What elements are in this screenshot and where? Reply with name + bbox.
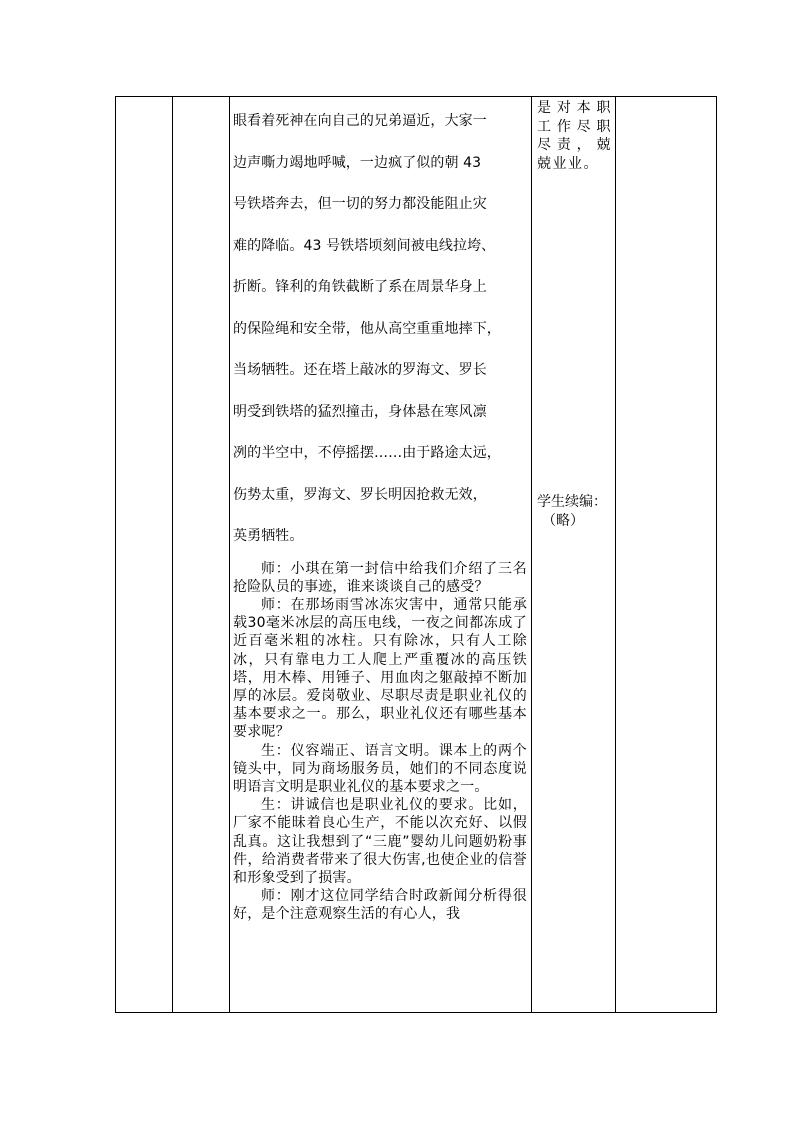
story-line: 的保险绳和安全带，他从高空重重地摔下， (233, 320, 501, 337)
story-line: 边声嘶力竭地呼喊，一边疯了似的朝 43 (233, 154, 482, 171)
dialogue-paragraph: 师：小琪在第一封信中给我们介绍了三名抢险队员的事迹，谁来谈谈自己的感受？ (233, 560, 527, 595)
column-divider-1 (172, 97, 173, 1012)
student-continuation-label: 学生续编： (537, 494, 607, 510)
teaching-content-column (233, 101, 527, 924)
design-note-student (537, 493, 612, 530)
dialogue-paragraph: 师：在那场雨雪冰冻灾害中，通常只能承载30毫米冰层的高压电线，一夜之间都冻成了近百毫米粗的冰柱。只有除冰，只有人工除冰，只有靠电力工人爬上严重覆冰的高压铁塔，用木棒、用锤子、用血肉之躯敲掉不断加厚的冰层。爱岗敬业、尽职尽责是职业礼仪的基本要求之一。那么，职业礼仪还有哪些基本要求呢？ (233, 596, 527, 741)
column-divider-2 (229, 97, 230, 1012)
story-line: 英勇牺牲。 (233, 528, 304, 544)
story-line: 号铁塔奔去，但一切的努力都没能阻止灾 (233, 196, 487, 212)
lesson-table (115, 96, 717, 1013)
classroom-dialogue (233, 560, 527, 924)
story-line: 折断。锋利的角铁截断了系在周景华身上 (233, 279, 487, 295)
story-line: 眼看着死神在向自己的兄弟逼近，大家一 (233, 113, 487, 129)
story-line: 当场牺牲。还在塔上敲冰的罗海文、罗长 (233, 362, 487, 378)
student-continuation-value: （略） (542, 512, 584, 529)
column-divider-3 (531, 97, 532, 1012)
dialogue-paragraph: 生：讲诚信也是职业礼仪的要求。比如，厂家不能昧着良心生产，不能以次充好、以假乱真。这让我想到了“三鹿”婴幼儿问题奶粉事件，给消费者带来了很大伤害,也使企业的信誉和形象受到了损害。 (233, 797, 527, 886)
story-line: 明受到铁塔的猛烈撞击，身体悬在寒风凛 (233, 403, 487, 420)
dialogue-paragraph: 师：刚才这位同学结合时政新闻分析得很好，是个注意观察生活的有心人，我 (233, 888, 527, 923)
story-line: 难的降临。43 号铁塔顷刻间被电线拉垮、 (233, 237, 496, 254)
story-line: 冽的半空中，不停摇摆……由于路途太远， (233, 445, 501, 461)
column-divider-4 (615, 97, 616, 1012)
story-line: 伤势太重，罗海文、罗长明因抢救无效， (233, 486, 487, 503)
dialogue-paragraph: 生：仪容端正、语言文明。课本上的两个镜头中，同为商场服务员，她们的不同态度说明语言文明是职业礼仪的基本要求之一。 (233, 742, 527, 795)
design-note-top: 是对本职工作尽职尽责，兢兢业业。 (537, 100, 612, 172)
story-passage (233, 101, 527, 558)
